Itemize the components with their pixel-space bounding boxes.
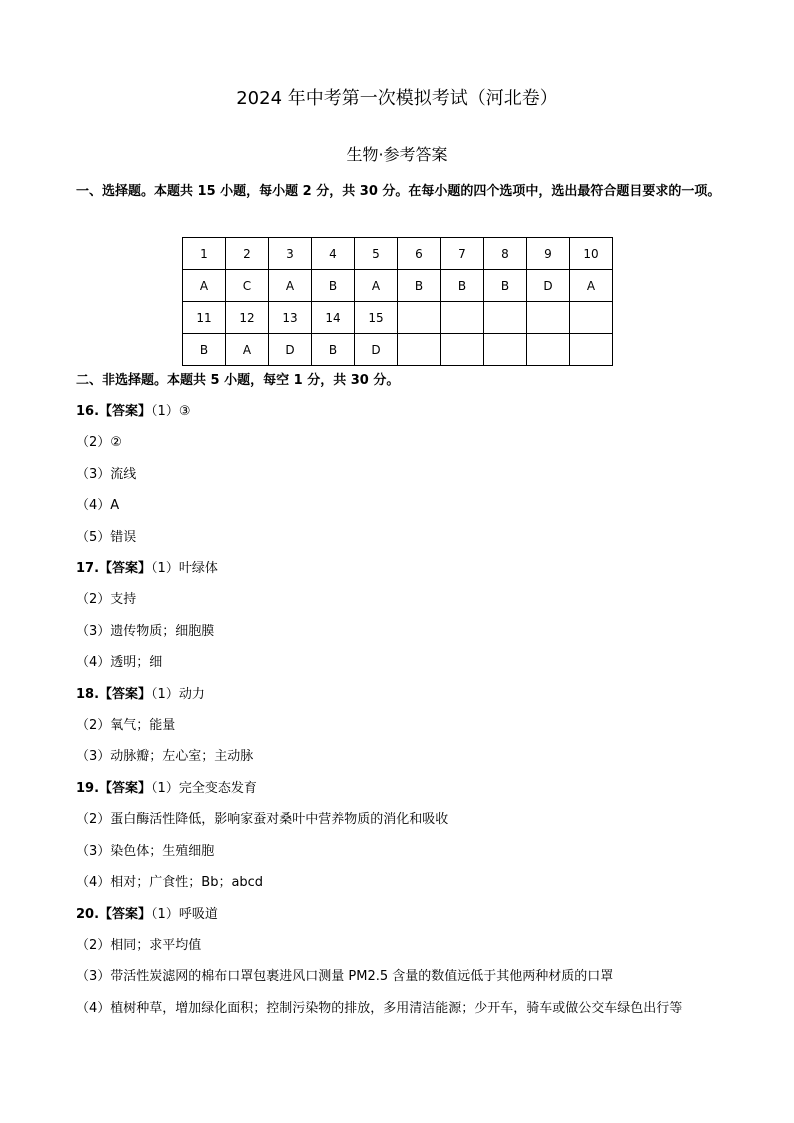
answer-line: （2）蛋白酶活性降低，影响家蚕对桑叶中营养物质的消化和吸收 (76, 812, 449, 828)
page-title: 2024 年中考第一次模拟考试（河北卷） (236, 88, 558, 109)
answer-text: （1）动力 (151, 686, 205, 702)
table-cell: 2 (226, 238, 269, 270)
table-cell (398, 302, 441, 334)
table-cell (570, 334, 613, 366)
section-multiple-choice (76, 176, 721, 207)
answer-tag: 【答案】 (99, 561, 152, 577)
answer-line: （5）错误 (76, 529, 137, 545)
answer-line: （2）氧气；能量 (76, 718, 176, 734)
table-cell: B (312, 270, 355, 302)
question-number: 20. (76, 906, 100, 922)
table-cell: 13 (269, 302, 312, 334)
table-cell (484, 334, 527, 366)
table-cell: B (441, 270, 484, 302)
table-cell (527, 334, 570, 366)
section-text: 本题共 5 小题，每空 1 分，共 30 分。 (167, 373, 400, 388)
answer-line: （2）② (76, 435, 122, 451)
table-cell: A (570, 270, 613, 302)
answer-tag: 【答案】 (99, 404, 152, 419)
table-cell: 1 (183, 238, 226, 270)
section-heading: 一、选择题。 (76, 184, 155, 199)
page-subtitle: 生物·参考答案 (346, 145, 448, 164)
table-cell: 12 (226, 302, 269, 334)
table-cell (441, 302, 484, 334)
question-answer-line (76, 553, 721, 584)
answer-line: （4）相对；广食性；Bb；abcd (76, 875, 264, 891)
table-cell: 15 (355, 302, 398, 334)
table-cell: 5 (355, 238, 398, 270)
table-row (183, 334, 613, 366)
answer-line: （3）动脉瓣；左心室；主动脉 (76, 749, 254, 765)
table-cell: 14 (312, 302, 355, 334)
table-cell: 9 (527, 238, 570, 270)
table-cell: A (355, 270, 398, 302)
answer-line: （3）流线 (76, 466, 137, 482)
section-text: 本题共 15 小题，每小题 2 分，共 30 分。在每小题的四个选项中，选出最符合题目要求的一项。 (154, 184, 721, 199)
table-cell: 11 (183, 302, 226, 334)
answer-text: （1）③ (151, 404, 191, 419)
table-row (183, 302, 613, 334)
answer-line: （3）染色体；生殖细胞 (76, 843, 215, 859)
answer-line: （4）A (76, 498, 120, 514)
answer-text: （1）呼吸道 (151, 906, 218, 922)
table-cell: 4 (312, 238, 355, 270)
table-cell: A (226, 334, 269, 366)
table-row (183, 270, 613, 302)
table-cell: A (269, 270, 312, 302)
answer-tag: 【答案】 (99, 780, 152, 796)
question-answer-line (76, 679, 721, 710)
table-cell: A (183, 270, 226, 302)
answer-line: （4）透明；细 (76, 655, 163, 671)
question-number: 17. (76, 561, 100, 577)
table-cell: D (527, 270, 570, 302)
answer-line: （2）支持 (76, 592, 137, 608)
question-answer-line (76, 773, 721, 804)
question-answer-line (76, 899, 721, 930)
table-cell: B (312, 334, 355, 366)
answer-line: （2）相同；求平均值 (76, 937, 202, 953)
table-cell: B (398, 270, 441, 302)
answer-line: （3）遗传物质；细胞膜 (76, 623, 215, 639)
table-cell: 7 (441, 238, 484, 270)
section-heading: 二、非选择题。 (76, 373, 168, 388)
table-cell: 3 (269, 238, 312, 270)
section-non-choice (76, 365, 721, 396)
table-cell (398, 334, 441, 366)
answer-text: （1）叶绿体 (151, 561, 218, 577)
table-cell: D (269, 334, 312, 366)
table-cell: 10 (570, 238, 613, 270)
table-cell (441, 334, 484, 366)
table-cell: B (484, 270, 527, 302)
table-cell (484, 302, 527, 334)
table-cell: D (355, 334, 398, 366)
question-number: 16. (76, 404, 100, 419)
question-answer-line (76, 396, 721, 427)
table-cell: 8 (484, 238, 527, 270)
answer-tag: 【答案】 (99, 686, 152, 702)
table-cell (570, 302, 613, 334)
answer-line: （3）带活性炭滤网的棉布口罩包裹进风口测量 PM2.5 含量的数值远低于其他两种材质的口罩 (76, 969, 614, 985)
question-number: 18. (76, 686, 100, 702)
answers-list (76, 396, 721, 1024)
question-number: 19. (76, 780, 100, 796)
answer-text: （1）完全变态发育 (151, 780, 257, 796)
table-cell: C (226, 270, 269, 302)
table-row (183, 238, 613, 270)
answer-tag: 【答案】 (99, 906, 152, 922)
table-cell (527, 302, 570, 334)
table-cell: 6 (398, 238, 441, 270)
table-cell: B (183, 334, 226, 366)
answer-line: （4）植树种草，增加绿化面积；控制污染物的排放，多用清洁能源；少开车，骑车或做公交车绿色出行等 (76, 1000, 683, 1016)
answer-table (182, 237, 613, 366)
